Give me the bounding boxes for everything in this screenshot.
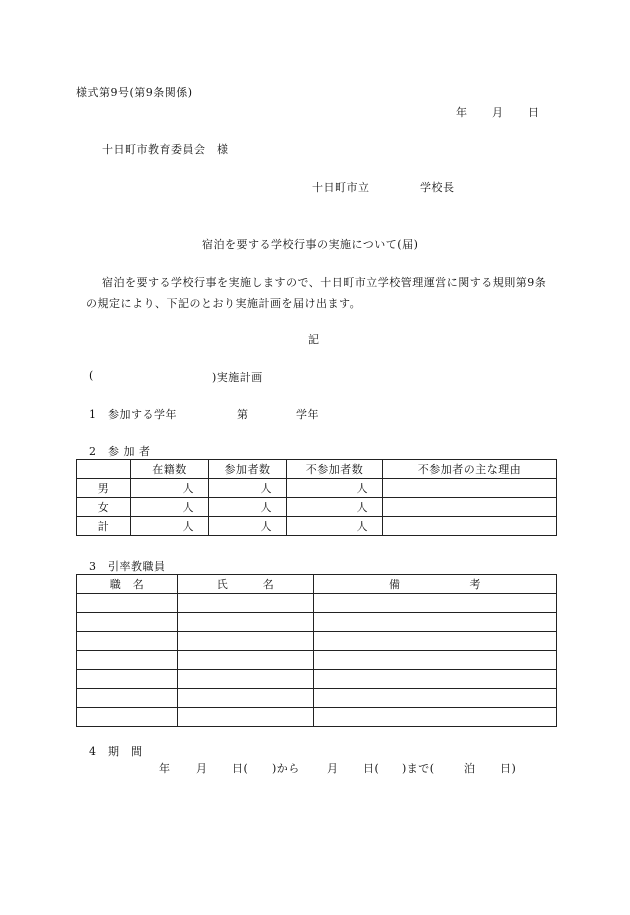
nonparticipants-unit: 人	[287, 517, 383, 536]
participants-unit: 人	[209, 517, 287, 536]
section3-heading: 3 引率教職員	[89, 560, 166, 573]
staff-name-cell	[178, 651, 314, 670]
row-label-male: 男	[77, 479, 131, 498]
period-day-end: 日(	[363, 762, 380, 775]
staff-remarks-cell	[314, 689, 557, 708]
row-label-female: 女	[77, 498, 131, 517]
participants-unit: 人	[209, 498, 287, 517]
staff-name-cell	[178, 632, 314, 651]
row-label-total: 計	[77, 517, 131, 536]
section2-heading: 2 参 加 者	[89, 445, 151, 458]
table-row	[77, 517, 557, 536]
staff-position-cell	[77, 670, 178, 689]
staff-position-cell	[77, 613, 178, 632]
staff-position-cell	[77, 689, 178, 708]
date-month-label: 月	[492, 106, 504, 119]
table-row	[77, 479, 557, 498]
nonparticipants-unit: 人	[287, 498, 383, 517]
staff-remarks-cell	[314, 651, 557, 670]
document-title: 宿泊を要する学校行事の実施について(届)	[202, 238, 419, 251]
sender-city: 十日町市立	[312, 181, 370, 194]
table-row	[77, 689, 557, 708]
participants-table	[76, 459, 557, 536]
participants-header-blank	[77, 460, 131, 479]
reason-cell	[383, 479, 557, 498]
participants-header-enrolled: 在籍数	[131, 460, 209, 479]
reason-cell	[383, 517, 557, 536]
staff-remarks-cell	[314, 670, 557, 689]
staff-header-name: 氏 名	[178, 575, 314, 594]
staff-name-cell	[178, 613, 314, 632]
table-row	[77, 594, 557, 613]
staff-position-cell	[77, 708, 178, 727]
staff-name-cell	[178, 670, 314, 689]
ki-label: 記	[308, 333, 320, 346]
staff-remarks-cell	[314, 613, 557, 632]
nonparticipants-unit: 人	[287, 479, 383, 498]
enrolled-unit: 人	[131, 517, 209, 536]
section1-dai: 第	[237, 408, 249, 421]
form-number: 様式第9号(第9条関係)	[76, 86, 193, 99]
reason-cell	[383, 498, 557, 517]
staff-name-cell	[178, 689, 314, 708]
section1-gakunen: 学年	[296, 408, 319, 421]
plan-suffix: )実施計画	[212, 371, 263, 384]
staff-header-position: 職 名	[77, 575, 178, 594]
staff-remarks-cell	[314, 632, 557, 651]
period-kara: )から	[272, 762, 300, 775]
date-day-label: 日	[528, 106, 540, 119]
participants-header-participants: 参加者数	[209, 460, 287, 479]
period-day-start: 日(	[232, 762, 249, 775]
section1-heading: 1 参加する学年	[89, 408, 177, 421]
participants-header-reason: 不参加者の主な理由	[383, 460, 557, 479]
addressee: 十日町市教育委員会 様	[102, 143, 229, 156]
period-haku: 泊	[464, 762, 476, 775]
staff-position-cell	[77, 632, 178, 651]
participants-unit: 人	[209, 479, 287, 498]
table-row	[77, 708, 557, 727]
staff-position-cell	[77, 651, 178, 670]
staff-name-cell	[178, 708, 314, 727]
staff-name-cell	[178, 594, 314, 613]
table-row	[77, 613, 557, 632]
staff-position-cell	[77, 594, 178, 613]
staff-remarks-cell	[314, 594, 557, 613]
body-paragraph: 宿泊を要する学校行事を実施しますので、十日町市立学校管理運営に関する規則第9条の規定により、下記のとおり実施計画を届け出ます。	[86, 276, 547, 310]
period-month-start: 月	[196, 762, 208, 775]
staff-header-row	[77, 575, 557, 594]
table-row	[77, 632, 557, 651]
period-line	[0, 760, 630, 776]
table-row	[77, 498, 557, 517]
staff-rows	[77, 594, 557, 727]
table-row	[77, 670, 557, 689]
period-made: )まで(	[402, 762, 435, 775]
staff-table	[76, 574, 557, 727]
staff-header-remarks: 備 考	[314, 575, 557, 594]
participants-header-nonparticipants: 不参加者数	[287, 460, 383, 479]
sender-title: 学校長	[420, 181, 455, 194]
period-month-end: 月	[327, 762, 339, 775]
period-days: 日)	[500, 762, 517, 775]
participants-header-row	[77, 460, 557, 479]
enrolled-unit: 人	[131, 479, 209, 498]
date-year-label: 年	[456, 106, 468, 119]
enrolled-unit: 人	[131, 498, 209, 517]
table-row	[77, 651, 557, 670]
period-year: 年	[159, 762, 171, 775]
plan-open-paren: (	[89, 369, 94, 382]
section4-heading: 4 期 間	[89, 745, 143, 758]
staff-remarks-cell	[314, 708, 557, 727]
